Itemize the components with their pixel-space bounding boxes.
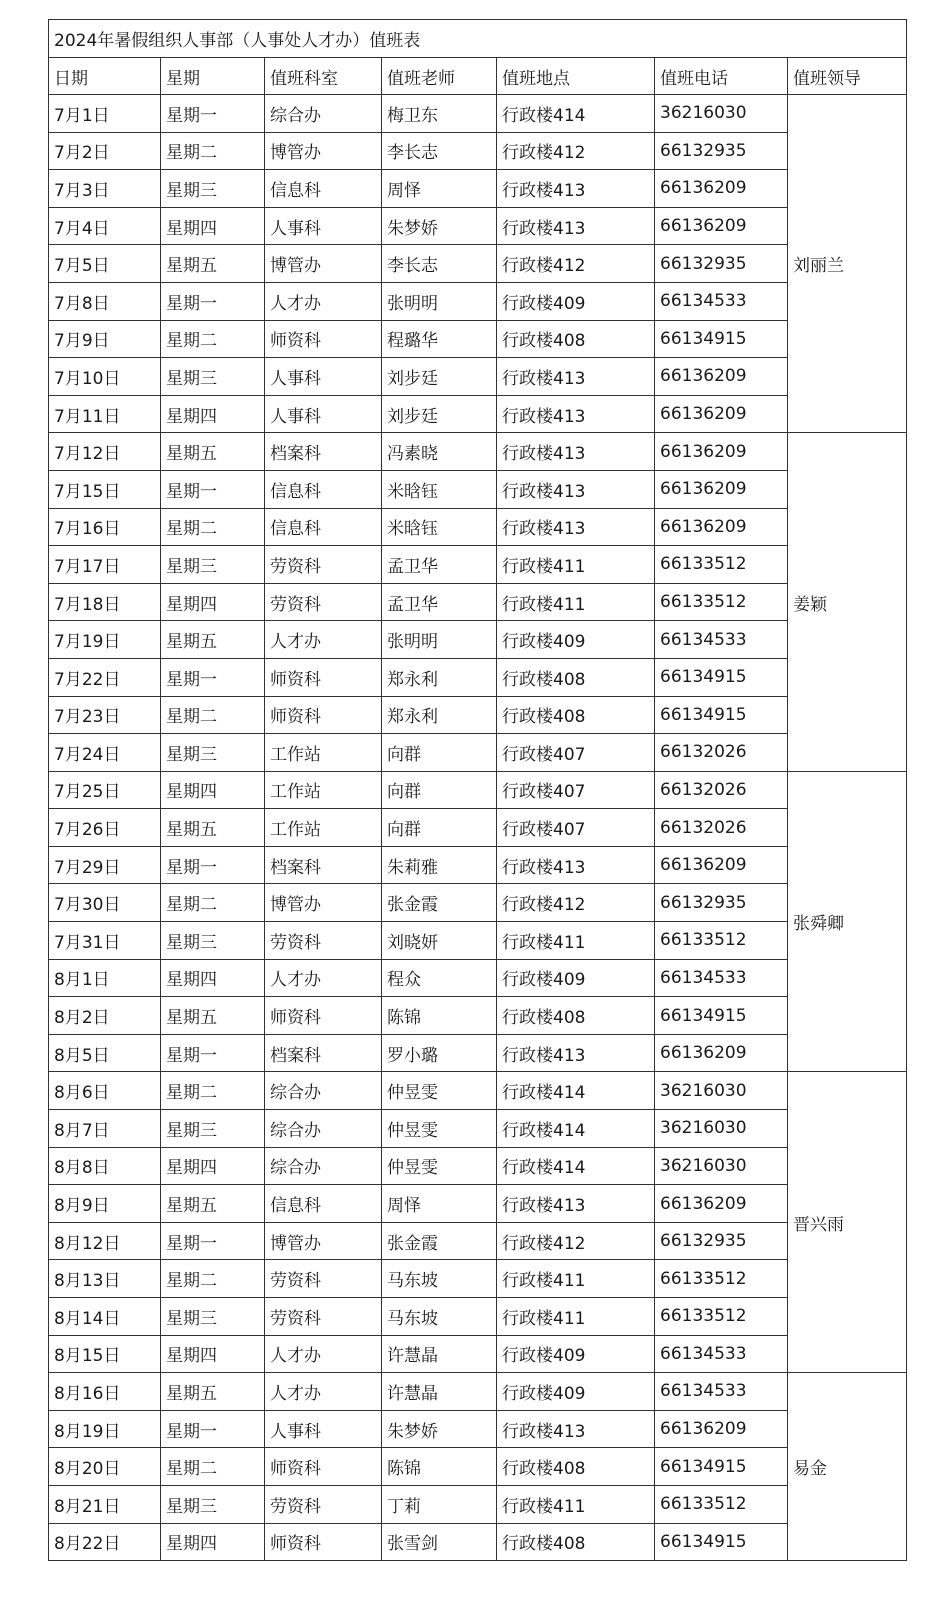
teacher-cell: 程众 [382, 959, 497, 997]
location-cell: 行政楼407 [497, 809, 655, 847]
header-location: 值班地点 [497, 58, 655, 95]
department-cell: 信息科 [265, 470, 382, 508]
weekday-cell: 星期五 [161, 245, 265, 283]
phone-cell: 66134533 [655, 621, 788, 659]
weekday-cell: 星期三 [161, 170, 265, 208]
location-cell: 行政楼413 [497, 846, 655, 884]
phone-cell: 36216030 [655, 95, 788, 133]
schedule-body [49, 95, 907, 1561]
phone-cell: 66134915 [655, 658, 788, 696]
weekday-cell: 星期一 [161, 1222, 265, 1260]
weekday-cell: 星期四 [161, 1523, 265, 1561]
weekday-cell: 星期一 [161, 846, 265, 884]
table-row [49, 959, 907, 997]
table-row [49, 282, 907, 320]
location-cell: 行政楼409 [497, 1335, 655, 1373]
teacher-cell: 米晗钰 [382, 508, 497, 546]
weekday-cell: 星期四 [161, 207, 265, 245]
teacher-cell: 罗小璐 [382, 1034, 497, 1072]
weekday-cell: 星期二 [161, 132, 265, 170]
department-cell: 劳资科 [265, 1298, 382, 1336]
table-row [49, 132, 907, 170]
date-cell: 7月18日 [49, 583, 161, 621]
weekday-cell: 星期四 [161, 959, 265, 997]
teacher-cell: 张雪剑 [382, 1523, 497, 1561]
weekday-cell: 星期一 [161, 658, 265, 696]
phone-cell: 66134915 [655, 320, 788, 358]
header-leader: 值班领导 [788, 58, 907, 95]
date-cell: 7月10日 [49, 358, 161, 396]
phone-cell: 66134533 [655, 1335, 788, 1373]
department-cell: 博管办 [265, 132, 382, 170]
table-row [49, 1410, 907, 1448]
header-teacher: 值班老师 [382, 58, 497, 95]
phone-cell: 66133512 [655, 1298, 788, 1336]
phone-cell: 66136209 [655, 1185, 788, 1223]
teacher-cell: 陈锦 [382, 997, 497, 1035]
weekday-cell: 星期四 [161, 1335, 265, 1373]
teacher-cell: 张明明 [382, 621, 497, 659]
date-cell: 8月8日 [49, 1147, 161, 1185]
weekday-cell: 星期一 [161, 470, 265, 508]
location-cell: 行政楼411 [497, 1260, 655, 1298]
department-cell: 人事科 [265, 1410, 382, 1448]
department-cell: 人才办 [265, 621, 382, 659]
location-cell: 行政楼411 [497, 546, 655, 584]
weekday-cell: 星期一 [161, 1034, 265, 1072]
phone-cell: 66133512 [655, 922, 788, 960]
teacher-cell: 仲昱雯 [382, 1147, 497, 1185]
weekday-cell: 星期二 [161, 884, 265, 922]
weekday-cell: 星期三 [161, 1485, 265, 1523]
teacher-cell: 许慧晶 [382, 1335, 497, 1373]
location-cell: 行政楼409 [497, 621, 655, 659]
date-cell: 7月3日 [49, 170, 161, 208]
table-row [49, 1448, 907, 1486]
phone-cell: 66132935 [655, 245, 788, 283]
weekday-cell: 星期四 [161, 395, 265, 433]
date-cell: 8月19日 [49, 1410, 161, 1448]
date-cell: 8月13日 [49, 1260, 161, 1298]
department-cell: 档案科 [265, 433, 382, 471]
phone-cell: 66132026 [655, 771, 788, 809]
phone-cell: 66136209 [655, 1034, 788, 1072]
date-cell: 7月9日 [49, 320, 161, 358]
date-cell: 7月1日 [49, 95, 161, 133]
table-row [49, 433, 907, 471]
location-cell: 行政楼413 [497, 433, 655, 471]
phone-cell: 66136209 [655, 170, 788, 208]
location-cell: 行政楼414 [497, 1110, 655, 1148]
weekday-cell: 星期三 [161, 1298, 265, 1336]
weekday-cell: 星期三 [161, 1110, 265, 1148]
department-cell: 档案科 [265, 846, 382, 884]
location-cell: 行政楼413 [497, 207, 655, 245]
weekday-cell: 星期三 [161, 546, 265, 584]
phone-cell: 66133512 [655, 546, 788, 584]
table-row [49, 1373, 907, 1411]
date-cell: 8月9日 [49, 1185, 161, 1223]
date-cell: 8月5日 [49, 1034, 161, 1072]
phone-cell: 66136209 [655, 395, 788, 433]
department-cell: 人事科 [265, 207, 382, 245]
teacher-cell: 向群 [382, 809, 497, 847]
department-cell: 博管办 [265, 884, 382, 922]
weekday-cell: 星期三 [161, 922, 265, 960]
table-row [49, 245, 907, 283]
phone-cell: 66136209 [655, 1410, 788, 1448]
teacher-cell: 米晗钰 [382, 470, 497, 508]
leader-cell: 张舜卿 [788, 771, 907, 1072]
header-row [49, 58, 907, 95]
weekday-cell: 星期四 [161, 583, 265, 621]
phone-cell: 66132935 [655, 132, 788, 170]
teacher-cell: 周怿 [382, 1185, 497, 1223]
location-cell: 行政楼411 [497, 922, 655, 960]
phone-cell: 66134915 [655, 997, 788, 1035]
department-cell: 信息科 [265, 1185, 382, 1223]
teacher-cell: 孟卫华 [382, 583, 497, 621]
phone-cell: 66134533 [655, 1373, 788, 1411]
location-cell: 行政楼412 [497, 132, 655, 170]
header-date: 日期 [49, 58, 161, 95]
location-cell: 行政楼407 [497, 734, 655, 772]
teacher-cell: 仲昱雯 [382, 1110, 497, 1148]
date-cell: 8月6日 [49, 1072, 161, 1110]
table-row [49, 1147, 907, 1185]
location-cell: 行政楼413 [497, 470, 655, 508]
table-row [49, 1222, 907, 1260]
table-row [49, 922, 907, 960]
table-row [49, 508, 907, 546]
date-cell: 7月2日 [49, 132, 161, 170]
department-cell: 工作站 [265, 734, 382, 772]
table-row [49, 546, 907, 584]
table-row [49, 1072, 907, 1110]
department-cell: 劳资科 [265, 1485, 382, 1523]
date-cell: 8月1日 [49, 959, 161, 997]
table-row [49, 470, 907, 508]
weekday-cell: 星期二 [161, 508, 265, 546]
teacher-cell: 郑永利 [382, 658, 497, 696]
location-cell: 行政楼409 [497, 1373, 655, 1411]
date-cell: 8月2日 [49, 997, 161, 1035]
location-cell: 行政楼413 [497, 508, 655, 546]
weekday-cell: 星期三 [161, 358, 265, 396]
date-cell: 7月23日 [49, 696, 161, 734]
weekday-cell: 星期五 [161, 1185, 265, 1223]
location-cell: 行政楼414 [497, 1072, 655, 1110]
location-cell: 行政楼412 [497, 884, 655, 922]
phone-cell: 66134533 [655, 282, 788, 320]
phone-cell: 36216030 [655, 1147, 788, 1185]
department-cell: 师资科 [265, 1448, 382, 1486]
teacher-cell: 仲昱雯 [382, 1072, 497, 1110]
location-cell: 行政楼408 [497, 997, 655, 1035]
department-cell: 档案科 [265, 1034, 382, 1072]
department-cell: 人才办 [265, 959, 382, 997]
weekday-cell: 星期二 [161, 320, 265, 358]
department-cell: 师资科 [265, 320, 382, 358]
phone-cell: 66134915 [655, 696, 788, 734]
table-row [49, 1298, 907, 1336]
weekday-cell: 星期五 [161, 621, 265, 659]
date-cell: 7月19日 [49, 621, 161, 659]
phone-cell: 66132935 [655, 1222, 788, 1260]
department-cell: 博管办 [265, 1222, 382, 1260]
table-row [49, 884, 907, 922]
teacher-cell: 许慧晶 [382, 1373, 497, 1411]
teacher-cell: 朱梦娇 [382, 207, 497, 245]
location-cell: 行政楼412 [497, 245, 655, 283]
phone-cell: 66133512 [655, 1260, 788, 1298]
table-row [49, 170, 907, 208]
table-row [49, 1034, 907, 1072]
department-cell: 工作站 [265, 771, 382, 809]
location-cell: 行政楼408 [497, 696, 655, 734]
weekday-cell: 星期二 [161, 1072, 265, 1110]
location-cell: 行政楼412 [497, 1222, 655, 1260]
department-cell: 综合办 [265, 1072, 382, 1110]
teacher-cell: 刘晓妍 [382, 922, 497, 960]
phone-cell: 66134915 [655, 1523, 788, 1561]
table-row [49, 358, 907, 396]
table-row [49, 846, 907, 884]
date-cell: 7月12日 [49, 433, 161, 471]
weekday-cell: 星期五 [161, 809, 265, 847]
department-cell: 综合办 [265, 1147, 382, 1185]
phone-cell: 66133512 [655, 583, 788, 621]
department-cell: 人事科 [265, 395, 382, 433]
location-cell: 行政楼411 [497, 1485, 655, 1523]
department-cell: 师资科 [265, 1523, 382, 1561]
location-cell: 行政楼414 [497, 1147, 655, 1185]
phone-cell: 36216030 [655, 1110, 788, 1148]
date-cell: 7月26日 [49, 809, 161, 847]
table-row [49, 734, 907, 772]
teacher-cell: 朱梦娇 [382, 1410, 497, 1448]
phone-cell: 66132026 [655, 809, 788, 847]
department-cell: 劳资科 [265, 922, 382, 960]
teacher-cell: 程璐华 [382, 320, 497, 358]
table-row [49, 320, 907, 358]
teacher-cell: 周怿 [382, 170, 497, 208]
table-row [49, 583, 907, 621]
location-cell: 行政楼408 [497, 1523, 655, 1561]
date-cell: 8月12日 [49, 1222, 161, 1260]
department-cell: 人才办 [265, 282, 382, 320]
table-row [49, 809, 907, 847]
teacher-cell: 向群 [382, 734, 497, 772]
table-row [49, 207, 907, 245]
location-cell: 行政楼411 [497, 583, 655, 621]
table-row [49, 696, 907, 734]
weekday-cell: 星期五 [161, 1373, 265, 1411]
department-cell: 师资科 [265, 658, 382, 696]
phone-cell: 66136209 [655, 207, 788, 245]
date-cell: 7月24日 [49, 734, 161, 772]
date-cell: 7月15日 [49, 470, 161, 508]
teacher-cell: 郑永利 [382, 696, 497, 734]
weekday-cell: 星期一 [161, 1410, 265, 1448]
teacher-cell: 丁莉 [382, 1485, 497, 1523]
weekday-cell: 星期三 [161, 734, 265, 772]
date-cell: 8月22日 [49, 1523, 161, 1561]
weekday-cell: 星期二 [161, 696, 265, 734]
weekday-cell: 星期五 [161, 433, 265, 471]
leader-cell: 晋兴雨 [788, 1072, 907, 1373]
date-cell: 7月8日 [49, 282, 161, 320]
teacher-cell: 冯素晓 [382, 433, 497, 471]
department-cell: 信息科 [265, 508, 382, 546]
location-cell: 行政楼408 [497, 1448, 655, 1486]
table-title: 2024年暑假组织人事部（人事处人才办）值班表 [49, 20, 907, 58]
department-cell: 人事科 [265, 358, 382, 396]
phone-cell: 66136209 [655, 846, 788, 884]
teacher-cell: 孟卫华 [382, 546, 497, 584]
date-cell: 7月11日 [49, 395, 161, 433]
weekday-cell: 星期二 [161, 1260, 265, 1298]
teacher-cell: 朱莉雅 [382, 846, 497, 884]
weekday-cell: 星期二 [161, 1448, 265, 1486]
department-cell: 博管办 [265, 245, 382, 283]
department-cell: 师资科 [265, 696, 382, 734]
teacher-cell: 向群 [382, 771, 497, 809]
phone-cell: 66136209 [655, 508, 788, 546]
location-cell: 行政楼413 [497, 395, 655, 433]
table-row [49, 395, 907, 433]
department-cell: 人才办 [265, 1373, 382, 1411]
phone-cell: 66136209 [655, 358, 788, 396]
table-row [49, 95, 907, 133]
date-cell: 7月22日 [49, 658, 161, 696]
weekday-cell: 星期五 [161, 997, 265, 1035]
location-cell: 行政楼408 [497, 658, 655, 696]
date-cell: 8月16日 [49, 1373, 161, 1411]
date-cell: 7月16日 [49, 508, 161, 546]
table-row [49, 621, 907, 659]
table-row [49, 1335, 907, 1373]
teacher-cell: 陈锦 [382, 1448, 497, 1486]
table-row [49, 658, 907, 696]
date-cell: 7月25日 [49, 771, 161, 809]
teacher-cell: 李长志 [382, 245, 497, 283]
teacher-cell: 马东坡 [382, 1260, 497, 1298]
teacher-cell: 马东坡 [382, 1298, 497, 1336]
date-cell: 7月30日 [49, 884, 161, 922]
department-cell: 人才办 [265, 1335, 382, 1373]
table-row [49, 1485, 907, 1523]
location-cell: 行政楼409 [497, 282, 655, 320]
table-row [49, 1110, 907, 1148]
location-cell: 行政楼413 [497, 1034, 655, 1072]
location-cell: 行政楼409 [497, 959, 655, 997]
phone-cell: 66134915 [655, 1448, 788, 1486]
department-cell: 工作站 [265, 809, 382, 847]
table-row [49, 1185, 907, 1223]
department-cell: 劳资科 [265, 546, 382, 584]
header-department: 值班科室 [265, 58, 382, 95]
title-row [49, 20, 907, 58]
department-cell: 劳资科 [265, 583, 382, 621]
header-phone: 值班电话 [655, 58, 788, 95]
phone-cell: 66132935 [655, 884, 788, 922]
header-weekday: 星期 [161, 58, 265, 95]
teacher-cell: 刘步廷 [382, 395, 497, 433]
weekday-cell: 星期四 [161, 1147, 265, 1185]
date-cell: 7月17日 [49, 546, 161, 584]
duty-schedule-table [48, 19, 907, 1561]
department-cell: 信息科 [265, 170, 382, 208]
date-cell: 7月31日 [49, 922, 161, 960]
leader-cell: 刘丽兰 [788, 95, 907, 433]
table-row [49, 997, 907, 1035]
table-row [49, 1260, 907, 1298]
table-row [49, 1523, 907, 1561]
leader-cell: 姜颖 [788, 433, 907, 771]
location-cell: 行政楼411 [497, 1298, 655, 1336]
location-cell: 行政楼413 [497, 170, 655, 208]
date-cell: 7月29日 [49, 846, 161, 884]
teacher-cell: 刘步廷 [382, 358, 497, 396]
location-cell: 行政楼413 [497, 358, 655, 396]
date-cell: 8月7日 [49, 1110, 161, 1148]
phone-cell: 66136209 [655, 470, 788, 508]
weekday-cell: 星期一 [161, 282, 265, 320]
phone-cell: 66133512 [655, 1485, 788, 1523]
date-cell: 8月20日 [49, 1448, 161, 1486]
table-row [49, 771, 907, 809]
weekday-cell: 星期四 [161, 771, 265, 809]
teacher-cell: 张金霞 [382, 1222, 497, 1260]
teacher-cell: 张明明 [382, 282, 497, 320]
weekday-cell: 星期一 [161, 95, 265, 133]
phone-cell: 36216030 [655, 1072, 788, 1110]
location-cell: 行政楼407 [497, 771, 655, 809]
department-cell: 劳资科 [265, 1260, 382, 1298]
date-cell: 7月5日 [49, 245, 161, 283]
date-cell: 8月14日 [49, 1298, 161, 1336]
phone-cell: 66136209 [655, 433, 788, 471]
date-cell: 7月4日 [49, 207, 161, 245]
department-cell: 师资科 [265, 997, 382, 1035]
phone-cell: 66134533 [655, 959, 788, 997]
location-cell: 行政楼414 [497, 95, 655, 133]
date-cell: 8月15日 [49, 1335, 161, 1373]
teacher-cell: 李长志 [382, 132, 497, 170]
department-cell: 综合办 [265, 95, 382, 133]
location-cell: 行政楼413 [497, 1410, 655, 1448]
date-cell: 8月21日 [49, 1485, 161, 1523]
teacher-cell: 张金霞 [382, 884, 497, 922]
department-cell: 综合办 [265, 1110, 382, 1148]
location-cell: 行政楼413 [497, 1185, 655, 1223]
location-cell: 行政楼408 [497, 320, 655, 358]
leader-cell: 易金 [788, 1373, 907, 1561]
teacher-cell: 梅卫东 [382, 95, 497, 133]
phone-cell: 66132026 [655, 734, 788, 772]
